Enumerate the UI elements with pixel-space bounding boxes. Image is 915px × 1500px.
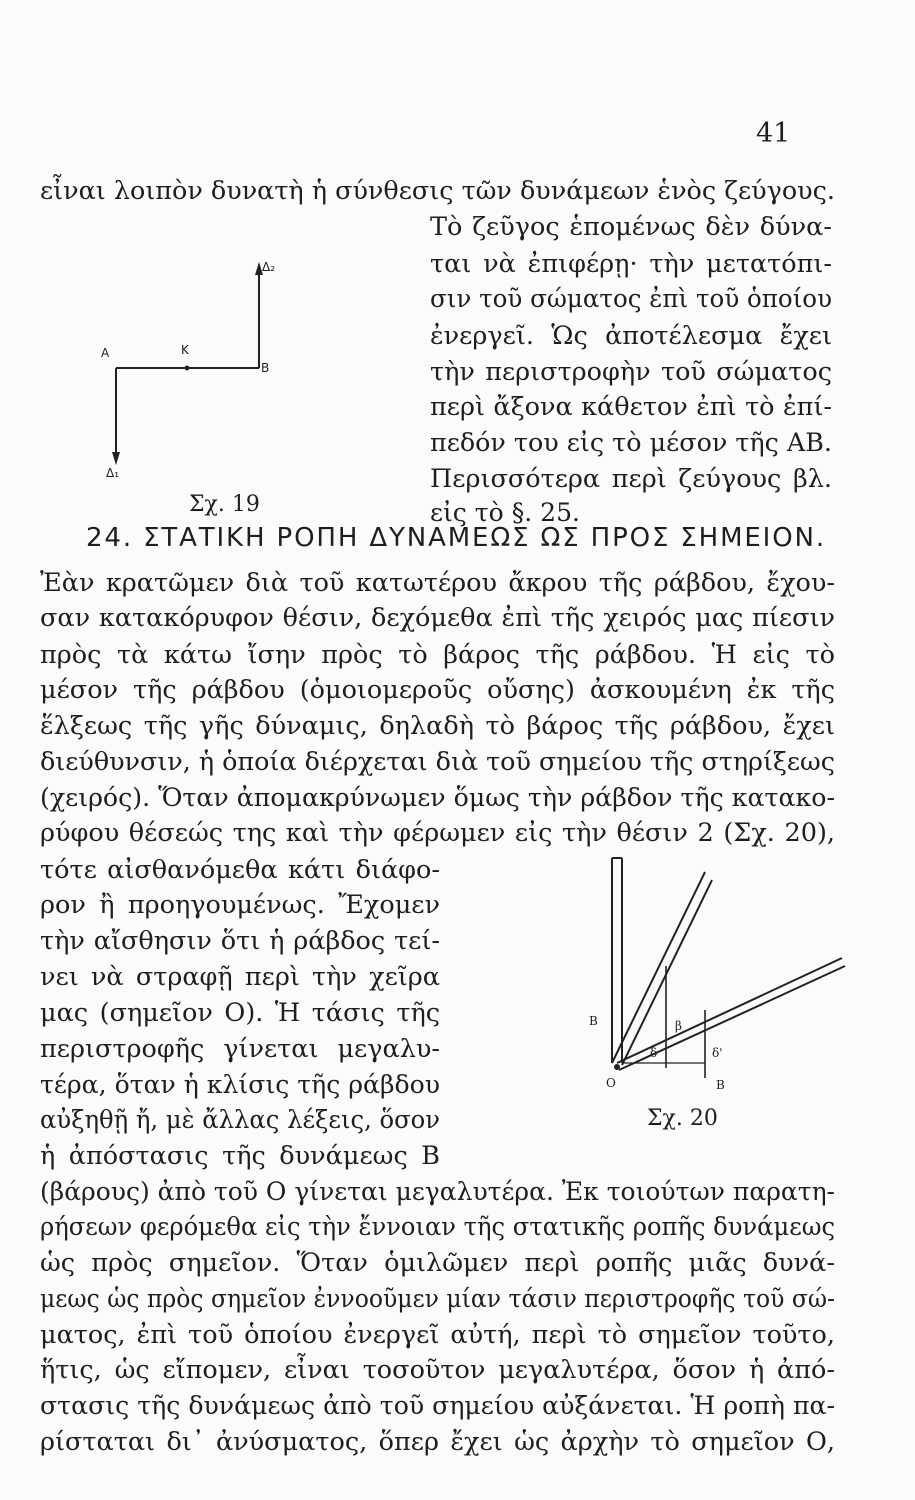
section-heading: 24. ΣΤΑΤΙΚΗ ΡΟΠΗ ΔΥΝΑΜΕΩΣ ΩΣ ΠΡΟΣ ΣΗΜΕΙΟΝ.	[86, 523, 826, 553]
fig20-label-beta: β	[675, 1019, 682, 1033]
text-line: πεδόν του εἰς τὸ μέσον τῆς ΑΒ.	[430, 428, 832, 458]
text-line: τότε αἰσθανόμεθα κάτι διάφο-	[40, 855, 440, 885]
fig20-label-o: O	[606, 1076, 616, 1090]
text-line: εἰς τὸ §. 25.	[430, 498, 580, 528]
fig20-label-delta: δ	[650, 1046, 658, 1060]
text-line: μέσον τῆς ράβδου (ὁμοιομεροῦς οὔσης) ἀσκουμένη ἐκ τῆς	[40, 675, 835, 705]
text-line: ρήσεων φερόμεθα εἰς τὴν ἔννοιαν τῆς στατικῆς ροπῆς δυνάμεως	[40, 1212, 835, 1242]
text-line: Τὸ ζεῦγος ἑπομένως δὲν δύνα-	[430, 212, 832, 242]
text-line: περιστροφῆς γίνεται μεγαλυ-	[40, 1034, 440, 1064]
text-line: ἥτις, ὡς εἴπομεν, εἶναι τοσοῦτον μεγαλυτέρα, ὅσον ἡ ἀπό-	[40, 1355, 835, 1385]
text-line: (βάρους) ἀπὸ τοῦ Ο γίνεται μεγαλυτέρα. Ἐκ τοιούτων παρατη-	[40, 1177, 835, 1207]
fig20-label-delta-prime: δ'	[712, 1046, 723, 1060]
fig20-caption: Σχ. 20	[647, 1106, 718, 1131]
text-line: ματος, ἐπὶ τοῦ ὁποίου ἐνεργεῖ αὐτή, περὶ τὸ σημεῖον τοῦτο,	[40, 1320, 835, 1350]
text-line: διεύθυνσιν, ἡ ὁποία διέρχεται διὰ τοῦ σημείου τῆς στηρίξεως	[40, 747, 835, 777]
fig20-label-b-right: B	[716, 1078, 725, 1092]
fig19-label-d1: Δ₁	[106, 466, 120, 480]
text-line: ρύφου θέσεώς της καὶ τὴν φέρωμεν εἰς τὴν θέσιν 2 (Σχ. 20),	[40, 818, 835, 848]
text-line: (χειρός). Ὅταν ἀπομακρύνωμεν ὅμως τὴν ράβδον τῆς κατακο-	[40, 783, 835, 813]
text-line: στασις τῆς δυνάμεως ἀπὸ τοῦ σημείου αὐξάνεται. Ἡ ροπὴ πα-	[40, 1391, 835, 1421]
text-line: ὡς πρὸς σημεῖον. Ὅταν ὁμιλῶμεν περὶ ροπῆς μιᾶς δυνά-	[40, 1248, 835, 1278]
page-number: 41	[756, 118, 791, 149]
text-line: μας (σημεῖον Ο). Ἡ τάσις τῆς	[40, 998, 440, 1028]
text-line: Ἐὰν κρατῶμεν διὰ τοῦ κατωτέρου ἄκρου τῆς ράβδου, ἔχου-	[40, 568, 835, 598]
text-line: σαν κατακόρυφον θέσιν, δεχόμεθα ἐπὶ τῆς χειρός μας πίεσιν	[40, 603, 835, 633]
text-line: εἶναι λοιπὸν δυνατὴ ἡ σύνθεσις τῶν δυνάμεων ἑνὸς ζεύγους.	[40, 176, 835, 206]
text-line: τέρα, ὅταν ἡ κλίσις τῆς ράβδου	[40, 1070, 440, 1100]
text-line: μεως ὡς πρὸς σημεῖον ἐννοοῦμεν μίαν τάσιν περιστροφῆς τοῦ σώ-	[40, 1284, 835, 1314]
text-line: ται νὰ ἐπιφέρῃ· τὴν μετατόπι-	[430, 249, 832, 279]
text-line: ρον ἢ προηγουμένως. Ἔχομεν	[40, 890, 440, 920]
text-line: πρὸς τὰ κάτω ἴσην πρὸς τὸ βάρος τῆς ράβδου. Ἡ εἰς τὸ	[40, 640, 835, 670]
fig19-label-k: K	[181, 343, 189, 357]
text-line: τὴν αἴσθησιν ὅτι ἡ ράβδος τεί-	[40, 926, 440, 956]
fig19-caption: Σχ. 19	[189, 492, 260, 517]
text-line: σιν τοῦ σώματος ἐπὶ τοῦ ὁποίου	[430, 284, 832, 314]
fig20-label-b-left: B	[589, 1014, 598, 1028]
fig19-label-d2: Δ₂	[262, 260, 276, 274]
fig19-label-a: A	[101, 346, 110, 360]
text-line: ἐνεργεῖ. Ὡς ἀποτέλεσμα ἔχει	[430, 321, 832, 351]
text-line: ρίσταται δι᾽ ἀνύσματος, ὅπερ ἔχει ὡς ἀρχὴν τὸ σημεῖον Ο,	[40, 1427, 835, 1457]
text-line: νει νὰ στραφῇ περὶ τὴν χεῖρα	[40, 962, 440, 992]
text-line: ἡ ἀπόστασις τῆς δυνάμεως Β	[40, 1141, 440, 1171]
text-line: ἕλξεως τῆς γῆς δύναμις, δηλαδὴ τὸ βάρος τῆς ράβδου, ἔχει	[40, 711, 835, 741]
text-line: τὴν περιστροφὴν τοῦ σώματος	[430, 357, 832, 387]
text-line: αὐξηθῇ ἤ, μὲ ἄλλας λέξεις, ὅσον	[40, 1105, 440, 1135]
text-line: περὶ ἄξονα κάθετον ἐπὶ τὸ ἐπί-	[430, 392, 832, 422]
text-line: Περισσότερα περὶ ζεύγους βλ.	[430, 464, 832, 494]
fig19-label-b: B	[261, 361, 270, 375]
